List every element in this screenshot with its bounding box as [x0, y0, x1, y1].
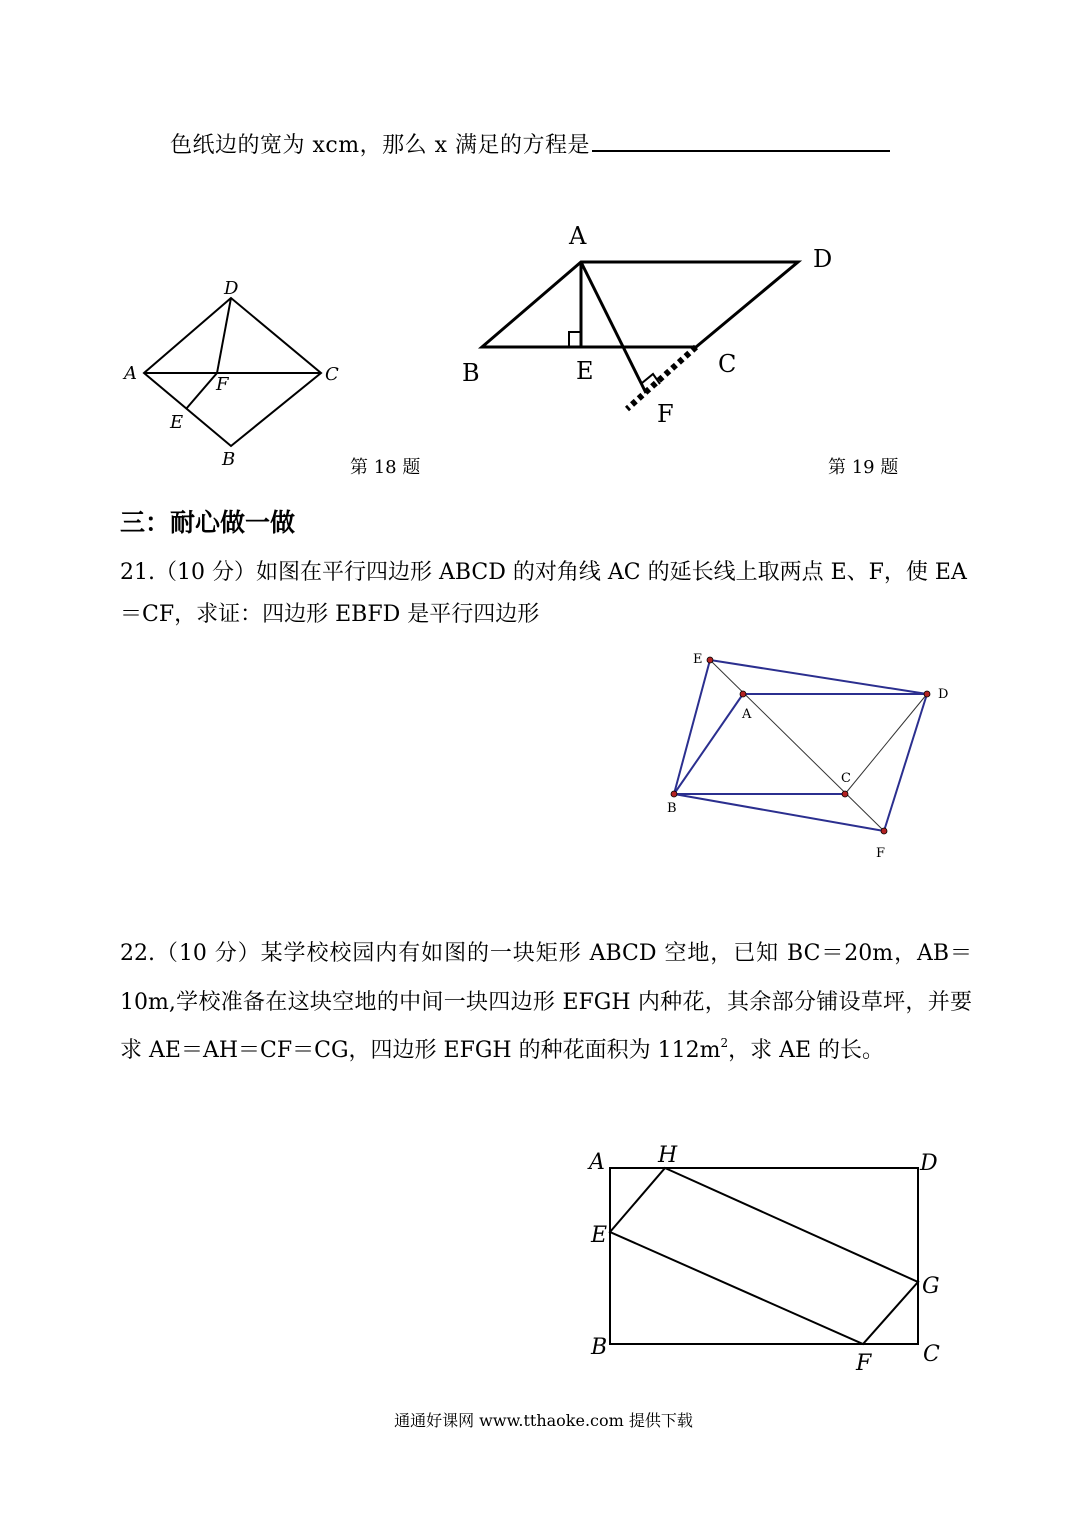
question-text-continuation: [170, 128, 890, 159]
label-c: C: [841, 771, 851, 786]
label-b: B: [591, 1335, 608, 1360]
point-d: [924, 691, 930, 697]
segment-ed: [710, 660, 927, 694]
label-c: C: [923, 1342, 940, 1367]
segment-eb: [674, 660, 710, 794]
figure-19: [450, 215, 850, 435]
label-d: D: [224, 278, 239, 299]
label-c: C: [718, 350, 737, 378]
label-e: E: [576, 357, 594, 385]
point-b: [671, 791, 677, 797]
label-e: E: [170, 412, 184, 433]
rectangle-abcd: [610, 1168, 918, 1344]
label-d: D: [813, 245, 833, 273]
label-a: A: [569, 222, 587, 250]
label-b: B: [667, 801, 677, 816]
label-f: F: [876, 846, 886, 861]
label-d: D: [938, 687, 949, 702]
point-c: [842, 791, 848, 797]
caption-fig-19: 第 19 题: [828, 457, 899, 478]
figure-18: [110, 270, 360, 470]
segment-fe: [186, 373, 217, 409]
label-f: F: [216, 374, 229, 395]
parallelogram-abcd: [482, 262, 798, 347]
superscript-2: 2: [720, 1036, 729, 1050]
label-b: B: [222, 449, 236, 470]
right-angle-mark-f: [642, 374, 660, 384]
label-a: A: [742, 707, 752, 722]
right-angle-mark-e: [569, 332, 581, 347]
figure-21: [660, 645, 960, 870]
label-h: H: [658, 1143, 678, 1168]
label-c: C: [325, 364, 339, 385]
question-21-text: 21.（10 分）如图在平行四边形 ABCD 的对角线 AC 的延长线上取两点 E、F，使 EA＝CF，求证：四边形 EBFD 是平行四边形: [120, 560, 967, 627]
label-f: F: [657, 400, 674, 428]
quadrilateral-efgh: [610, 1168, 918, 1344]
point-f: [881, 828, 887, 834]
question-22-text: [120, 930, 972, 1076]
answer-blank: [592, 130, 890, 152]
question-22-main: 22.（10 分）某学校校园内有如图的一块矩形 ABCD 空地，已知 BC＝20m，AB＝10m,学校准备在这块空地的中间一块四边形 EFGH 内种花，其余部分铺设草坪，并要求 AE＝AH＝CF＝CG，四边形 EFGH 的种花面积为 112m: [120, 941, 972, 1063]
label-a: A: [589, 1150, 605, 1175]
point-e: [707, 657, 713, 663]
label-e: E: [693, 652, 703, 667]
label-f: F: [856, 1351, 872, 1376]
page-footer: 通通好课网 www.tthaoke.com 提供下载: [394, 1411, 693, 1430]
segment-dc: [845, 694, 927, 794]
label-b: B: [462, 359, 480, 387]
section-title: 三：耐心做一做: [120, 508, 296, 537]
label-d: D: [920, 1151, 938, 1176]
question-text: 色纸边的宽为 xcm，那么 x 满足的方程是: [170, 133, 590, 158]
segment-ab: [674, 694, 743, 794]
label-g: G: [922, 1274, 940, 1299]
segment-df: [884, 694, 927, 831]
point-a: [740, 691, 746, 697]
figure-22: [580, 1140, 950, 1380]
label-a: A: [124, 363, 137, 384]
caption-fig-18: 第 18 题: [350, 457, 421, 478]
label-e: E: [591, 1223, 608, 1248]
question-22-end: ，求 AE 的长。: [728, 1038, 885, 1063]
